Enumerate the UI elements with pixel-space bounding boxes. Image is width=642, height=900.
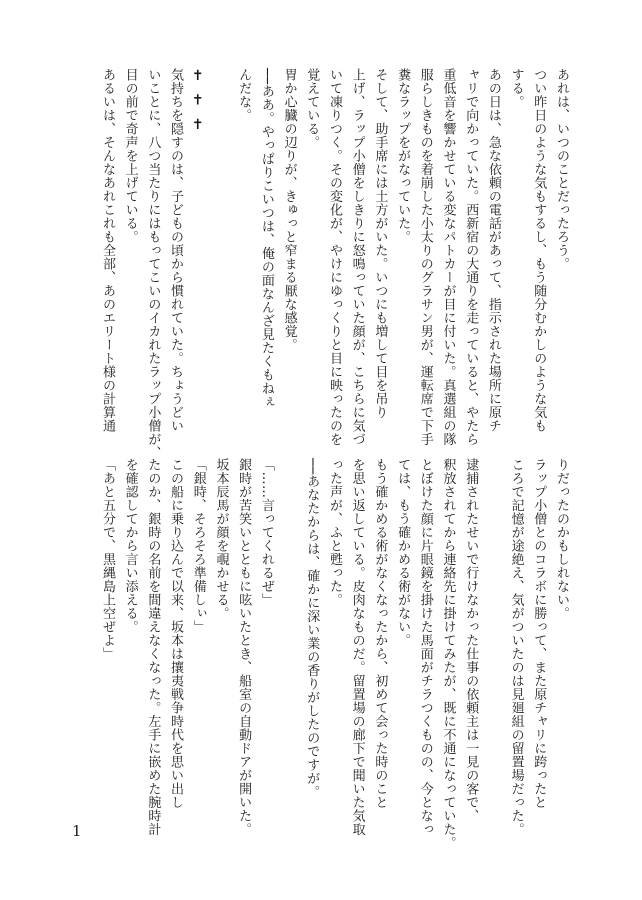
upper-line: ──ああ。やっぱりこいつは、俺の面なんざ見たくもねぇ <box>258 68 274 409</box>
upper-line: いことに、八つ当たりにはもってこいのイカれたラップ小僧が、 <box>145 68 161 460</box>
upper-line: つい昨日のような気もするし、もう随分むかしのような気も <box>531 68 547 433</box>
upper-line: ャリで向かっていた。西新宿の大通りを走っていると、やたら <box>463 68 479 446</box>
lower-line: もう確かめる術がなくなったから、初めて会った時のこと <box>372 458 388 809</box>
lower-line: ──あなたからは、確かに深い業の香りがしたのですが。 <box>304 458 320 799</box>
upper-line: 服らしきものを着崩した小太りのグラサン男が、運転席で下手 <box>417 68 433 446</box>
lower-line: 釈放されてから連絡先に掛けてみたが、既に不通になっていた。 <box>440 458 456 850</box>
upper-line: いて凍りつく。その変化が、やけにゆっくりと目に映ったのを <box>326 68 342 446</box>
lower-line: を確認してから言い添える。 <box>122 458 138 634</box>
upper-line: 覚えている。 <box>304 68 320 149</box>
upper-line <box>209 68 232 453</box>
lower-line: 「……言ってくれるぜ」 <box>258 458 274 607</box>
lower-line: ては、もう確かめる術がない。 <box>395 458 411 647</box>
lower-line: りだったのかもしれない。 <box>554 458 569 620</box>
upper-line: 目の前で奇声を上げている。 <box>122 68 138 244</box>
lower-line: 「銀時、そろそろ準備しぃ」 <box>190 458 206 634</box>
lower-line: った声が、ふと甦った。 <box>326 458 342 607</box>
lower-line: ころで記憶が途絶え、気がついたのは見廻組の留置場だった。 <box>508 458 524 836</box>
upper-line: 糞なラップをがなっていた。 <box>395 68 411 244</box>
upper-line: あれは、いつのことだったろう。 <box>554 68 569 271</box>
lower-line: を思い返している。皮肉なものだ。留置場の廊下で聞いた気取 <box>349 458 365 836</box>
lower-text-block <box>99 458 572 850</box>
upper-line: 重低音を響かせている変なパトカーが目に付いた。真選組の隊 <box>440 68 456 446</box>
lower-line: 「あと五分で、黒縄島上空ぜよ」 <box>99 458 115 661</box>
section-break-ornament: ✝ ✝ ✝ <box>189 68 206 135</box>
lower-line: 逮捕されたせいで行けなかった仕事の依頼主は一見の客で、 <box>463 458 479 823</box>
upper-line: そして、助手席には土方がいた。いつにも増して目を吊り <box>372 68 388 419</box>
lower-line <box>481 458 504 788</box>
upper-line: あるいは、そんなあれこれも全部、あのエリート様の計算通 <box>99 68 115 433</box>
upper-line: あの日は、急な依頼の電話があって、指示された場所に原チ <box>485 68 501 433</box>
upper-line: 気持ちを隠すのは、子どもの頃から慣れていた。ちょうどい <box>168 68 184 433</box>
lower-line: たのか、銀時の名前を間違えなくなった。左手に嵌めた腕時計 <box>145 458 161 836</box>
upper-line: んだな。 <box>236 68 252 122</box>
lower-line: 銀時が苦笑いとともに呟いたとき、船室の自動ドアが開いた。 <box>236 458 252 836</box>
upper-line: 上げ、ラップ小僧をしきりに怒鳴っていた顔が、こちらに気づ <box>349 68 365 446</box>
upper-text-block <box>99 68 572 460</box>
page-number: 1 <box>72 822 82 840</box>
lower-line: この船に乗り込んで以来、坂本は攘夷戦争時代を思い出し <box>168 458 184 809</box>
lower-line: ラップ小僧とのコラボに勝って、また原チャリに跨ったと <box>531 458 547 809</box>
upper-line: する。 <box>508 68 524 109</box>
upper-line: 胃か心臓の辺りが、きゅっと窄まる厭な感覚。 <box>281 68 297 352</box>
lower-line <box>277 458 300 788</box>
lower-line: 坂本辰馬が顔を覗かせる。 <box>213 458 229 620</box>
lower-line: とぼけた顔に片眼鏡を掛けた馬面がチラつくものの、今となっ <box>417 458 433 836</box>
